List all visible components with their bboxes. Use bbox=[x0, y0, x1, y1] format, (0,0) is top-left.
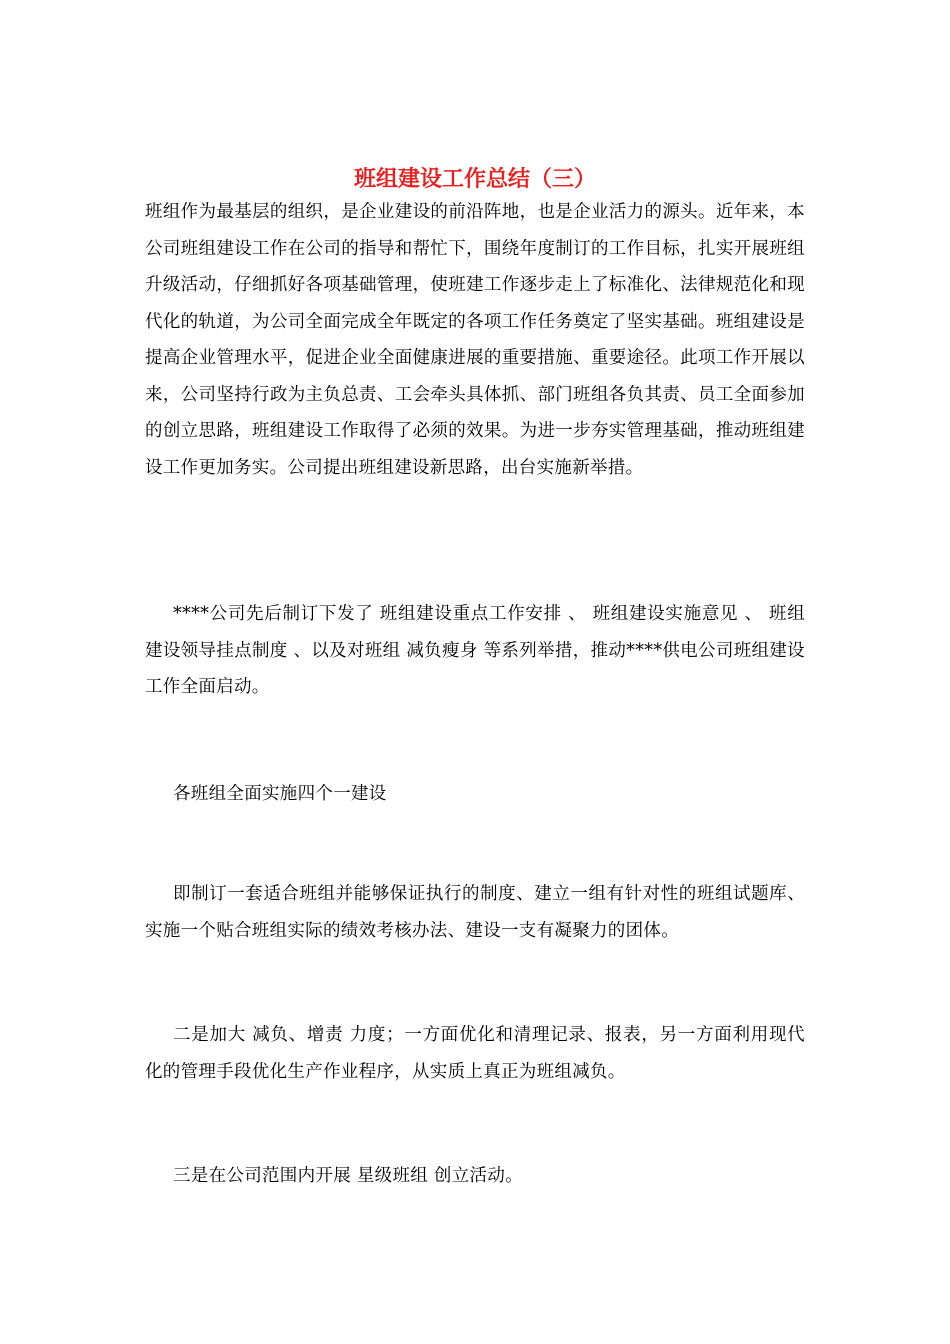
paragraph-second: 二是加大 减负、增责 力度；一方面优化和清理记录、报表，另一方面利用现代化的管理手段优化生产作业程序，从实质上真正为班组减负。 bbox=[145, 1025, 805, 1082]
document-title: 班组建设工作总结（三） bbox=[353, 166, 596, 192]
paragraph-measures: ****公司先后制订下发了 班组建设重点工作安排 、 班组建设实施意见 、 班组建设领导挂点制度 、以及对班组 减负瘦身 等系列举措，推动****供电公司班组建设工作全面启动。 bbox=[145, 604, 805, 697]
paragraph-four-one: 各班组全面实施四个一建设 bbox=[173, 784, 387, 804]
paragraph-third: 三是在公司范围内开展 星级班组 创立活动。 bbox=[173, 1166, 523, 1186]
paragraph-intro: 班组作为最基层的组织，是企业建设的前沿阵地，也是企业活力的源头。近年来，本公司班组建设工作在公司的指导和帮忙下，围绕年度制订的工作目标，扎实开展班组升级活动，仔细抓好各项基础管理，使班建工作逐步走上了标准化、法律规范化和现代化的轨道，为公司全面完成全年既定的各项工作任务奠定了坚实基础。班组建设是提高企业管理水平，促进企业全面健康进展的重要措施、重要途径。此项工作开展以来，公司坚持行政为主负总责、工会牵头具体抓、部门班组各负其责、员工全面参加的创立思路，班组建设工作取得了必须的效果。为进一步夯实管理基础，推动班组建设工作更加务实。公司提出班组建设新思路，出台实施新举措。 bbox=[145, 202, 805, 478]
paragraph-four-one-detail: 即制订一套适合班组并能够保证执行的制度、建立一组有针对性的班组试题库、实施一个贴合班组实际的绩效考核办法、建设一支有凝聚力的团体。 bbox=[145, 884, 805, 941]
